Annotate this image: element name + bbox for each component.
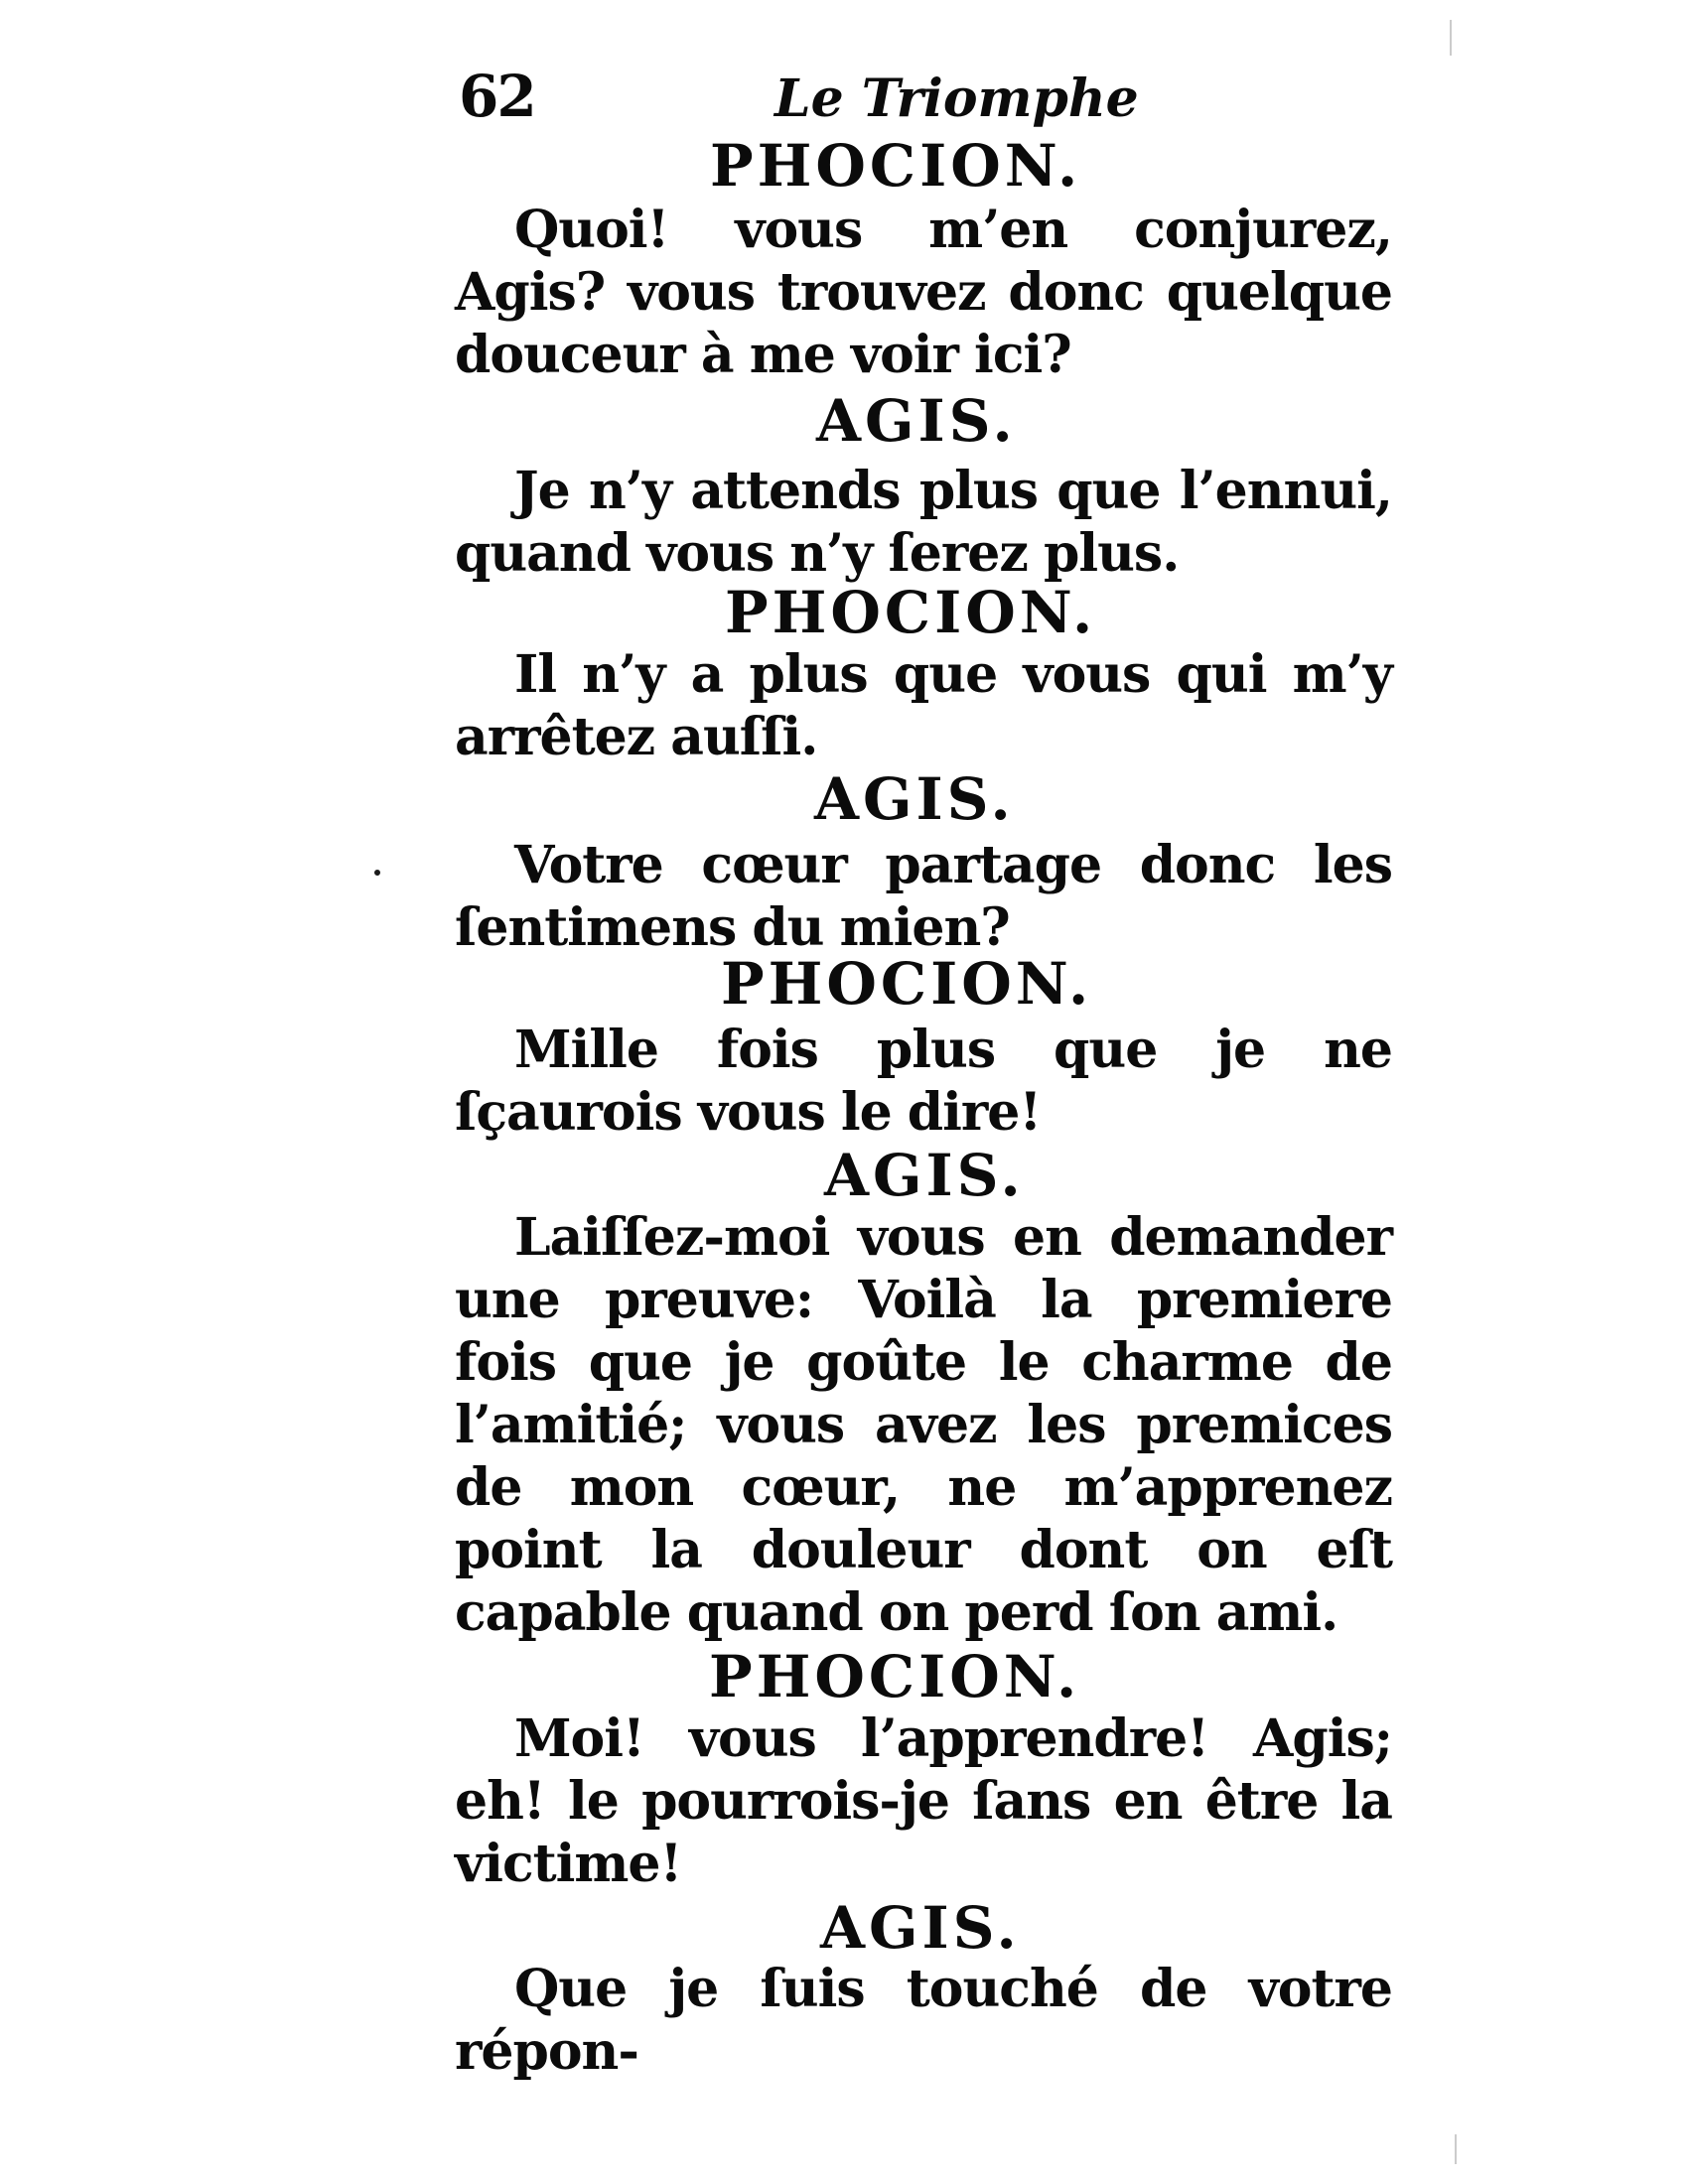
scan-edge-mark — [1455, 2134, 1457, 2164]
speech-text: Quoi! vous m’en conjurez, Agis? vous trouvez donc quelque douceur à me voir ici? — [455, 200, 1392, 385]
speech-text: Laiſſez-moi vous en demander une preuve: Voilà la premiere fois que je goûte le charme de l’amitié; vous avez les premices de mon cœur, ne m’apprenez point la douleur dont on eſt capable quand on perd ſon ami. — [455, 1207, 1392, 1643]
speaker-name: PHOCION. — [725, 579, 1097, 646]
speaker-name: PHOCION. — [721, 950, 1093, 1018]
speech-text: Mille fois plus que je ne ſçaurois vous le dire! — [455, 1020, 1392, 1143]
speech-text: Je n’y attends plus que l’ennui, quand vous n’y ſerez plus. — [455, 461, 1392, 584]
speaker-name: PHOCION. — [709, 1643, 1081, 1710]
speech-text: Votre cœur partage donc les ſentimens du mien? — [455, 835, 1392, 958]
speaker-name: PHOCION. — [710, 132, 1082, 200]
running-title: Le Triomphe — [774, 68, 1139, 129]
speaker-name: AGIS. — [820, 1894, 1021, 1962]
speech-text: Que je ſuis touché de votre répon- — [455, 1959, 1392, 2082]
scan-speck — [374, 870, 380, 876]
scan-edge-mark — [1450, 20, 1452, 56]
page-number: 62 — [459, 63, 535, 130]
speech-text: Moi! vous l’apprendre! Agis; eh! le pourrois-je ſans en être la victime! — [455, 1708, 1392, 1894]
speaker-name: AGIS. — [824, 1142, 1025, 1209]
speech-text: Il n’y a plus que vous qui m’y arrêtez auſſi. — [455, 644, 1392, 767]
speaker-name: AGIS. — [816, 387, 1017, 455]
speaker-name: AGIS. — [814, 765, 1015, 833]
